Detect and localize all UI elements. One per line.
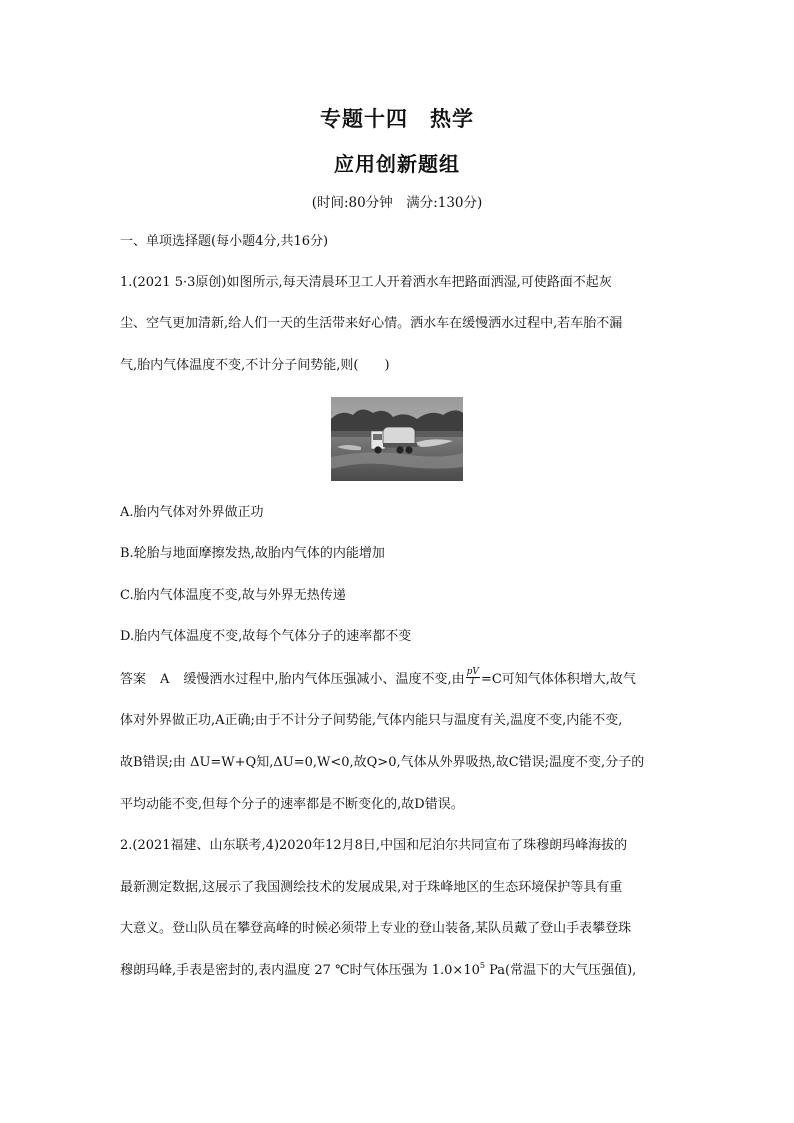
section-heading: 一、单项选择题(每小题4分,共16分) xyxy=(120,234,329,249)
option-a: A.胎内气体对外界做正功 xyxy=(120,505,264,520)
title-topic-number: 专题十四 xyxy=(320,107,408,131)
option-c: C.胎内气体温度不变,故与外界无热传递 xyxy=(120,588,346,603)
question-2-line-4-text: 穆朗玛峰,手表是密封的,表内温度 27 ℃时气体压强为 1.0×10 xyxy=(120,963,480,978)
exam-meta: (时间:80分钟 满分:130分) xyxy=(311,195,483,211)
answer-line-3: 故B错误;由 ΔU=W+Q知,ΔU=0,W<0,故Q>0,气体从外界吸热,故C错误;温度不变,分子的 xyxy=(120,755,645,770)
answer-line-4: 平均动能不变,但每个分子的速率都是不断变化的,故D错误。 xyxy=(120,797,464,812)
option-d: D.胎内气体温度不变,故每个气体分子的速率都不变 xyxy=(120,629,412,644)
answer-choice: A xyxy=(160,672,170,687)
page-subtitle: 应用创新题组 xyxy=(334,152,460,176)
page-title xyxy=(0,103,794,133)
answer-label: 答案 xyxy=(120,672,147,687)
answer-text-before-formula: 缓慢洒水过程中,胎内气体压强减小、温度不变,由 xyxy=(183,672,465,687)
question-2-line-1: 2.(2021福建、山东联考,4)2020年12月8日,中国和尼泊尔共同宣布了珠穆朗玛峰海拔的 xyxy=(120,838,628,853)
answer-line-1 xyxy=(120,667,680,689)
sprinkler-truck-photo xyxy=(331,397,463,481)
title-topic-name: 热学 xyxy=(430,107,474,131)
question-2-line-4 xyxy=(120,963,680,979)
formula-denominator: T xyxy=(469,677,476,687)
question-2-line-4-unit: Pa(常温下的大气压强值), xyxy=(484,963,637,978)
answer-text-after-formula: =C可知气体体积增大,故气 xyxy=(480,672,636,687)
option-b: B.轮胎与地面摩擦发热,故胎内气体的内能增加 xyxy=(120,546,385,561)
question-1-line-3: 气,胎内气体温度不变,不计分子间势能,则( ) xyxy=(120,358,390,373)
question-1-line-2: 尘、空气更加清新,给人们一天的生活带来好心情。洒水车在缓慢洒水过程中,若车胎不漏 xyxy=(120,316,623,331)
formula-numerator: pV xyxy=(466,667,479,677)
pressure-exponent: 5 xyxy=(479,961,485,970)
pv-over-t-formula xyxy=(466,668,480,687)
question-1-line-1: 1.(2021 5·3原创)如图所示,每天清晨环卫工人开着洒水车把路面洒湿,可使路面不起灰 xyxy=(120,275,612,290)
question-2-line-2: 最新测定数据,这展示了我国测绘技术的发展成果,对于珠峰地区的生态环境保护等具有重 xyxy=(120,880,623,895)
question-2-line-3: 大意义。登山队员在攀登高峰的时候必须带上专业的登山装备,某队员戴了登山手表攀登珠 xyxy=(120,921,632,936)
answer-line-2: 体对外界做正功,A正确;由于不计分子间势能,气体内能只与温度有关,温度不变,内能不变, xyxy=(120,713,623,728)
